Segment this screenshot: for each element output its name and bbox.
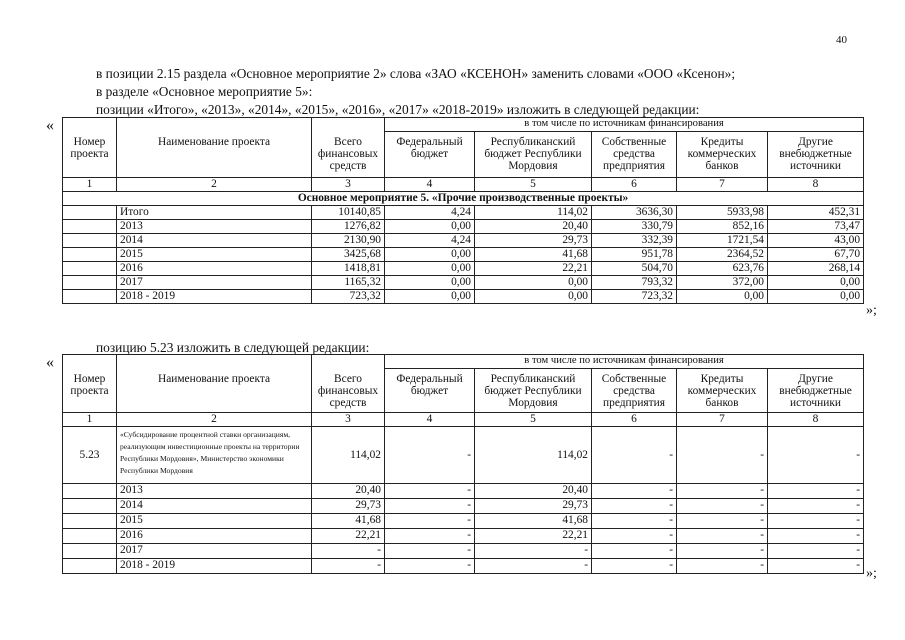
cell-federal: 4,24 [385,234,475,248]
cell-republic: 114,02 [475,427,592,484]
cell-federal: 0,00 [385,290,475,304]
cell-republic: - [475,559,592,574]
row-label: 2016 [117,529,312,544]
cell-credit: - [677,499,768,514]
table-row [63,234,864,248]
cell-other: - [768,559,864,574]
cell-own: - [592,529,677,544]
table-row [63,529,864,544]
cell-other: 452,31 [768,206,864,220]
paragraph-position-5-23: позицию 5.23 изложить в следующей редакции: [96,340,370,355]
cell-credit: 2364,52 [677,248,768,262]
page-number: 40 [836,34,847,46]
table-row [63,499,864,514]
cell-republic: 114,02 [475,206,592,220]
header-number: Номер проекта [63,118,117,178]
cell-republic: 29,73 [475,499,592,514]
cell-other: - [768,544,864,559]
cell-federal: - [385,484,475,499]
col-num: 5 [475,413,592,427]
cell-own: - [592,427,677,484]
header-financing-sources: в том числе по источникам финансирования [385,355,864,369]
project-name: «Субсидирование процентной ставки организациям, реализующим инвестиционные проекты на территории Республики Мордовия», Министерство экономики Республики Мордовия [117,427,312,484]
cell-credit: - [677,514,768,529]
column-number-row [63,178,864,192]
cell-federal: 0,00 [385,276,475,290]
row-label: 2017 [117,276,312,290]
cell-total: 723,32 [312,290,385,304]
table-row [63,262,864,276]
paragraph-section-5: в разделе «Основное мероприятие 5»: [96,84,313,99]
col-num: 3 [312,413,385,427]
section-title: Основное мероприятие 5. «Прочие производственные проекты» [63,192,864,206]
cell-own: - [592,544,677,559]
cell-own: 504,70 [592,262,677,276]
col-num: 3 [312,178,385,192]
cell-federal: - [385,559,475,574]
cell-other: 43,00 [768,234,864,248]
cell-other: - [768,427,864,484]
cell-federal: - [385,544,475,559]
financing-table-position-5-23 [62,354,864,574]
col-num: 2 [117,178,312,192]
header-project-name: Наименование проекта [117,355,312,413]
cell-other: - [768,484,864,499]
cell-republic: - [475,544,592,559]
cell-federal: - [385,529,475,544]
row-label: 2017 [117,544,312,559]
closing-quote-1: »; [866,303,877,318]
cell-total: 41,68 [312,514,385,529]
cell-total: 20,40 [312,484,385,499]
header-bank-credits: Кредиты коммерческих банков [677,369,768,413]
cell-federal: 0,00 [385,248,475,262]
cell-own: 332,39 [592,234,677,248]
row-label: Итого [117,206,312,220]
cell-other: 0,00 [768,290,864,304]
cell-total: 114,02 [312,427,385,484]
cell-own: - [592,559,677,574]
column-number-row [63,413,864,427]
col-num: 1 [63,178,117,192]
cell-total: - [312,544,385,559]
row-label: 2013 [117,220,312,234]
cell-other: 73,47 [768,220,864,234]
cell-credit: - [677,529,768,544]
cell-republic: 41,68 [475,248,592,262]
cell-republic: 0,00 [475,290,592,304]
col-num: 4 [385,413,475,427]
row-label: 2016 [117,262,312,276]
header-own-funds: Собственные средства предприятия [592,132,677,178]
cell-other: - [768,499,864,514]
opening-quote-1: « [46,117,54,134]
table-row [63,514,864,529]
cell-federal: 4,24 [385,206,475,220]
col-num: 8 [768,178,864,192]
col-num: 1 [63,413,117,427]
col-num: 7 [677,178,768,192]
cell-total: 2130,90 [312,234,385,248]
cell-own: 951,78 [592,248,677,262]
cell-total: 1418,81 [312,262,385,276]
table-row [63,544,864,559]
cell-republic: 0,00 [475,276,592,290]
table-row [63,559,864,574]
cell-other: 67,70 [768,248,864,262]
paragraph-position-2-15: в позиции 2.15 раздела «Основное мероприятие 2» слова «ЗАО «КСЕНОН» заменить словами «ООО «Ксенон»; [96,66,736,81]
row-label: 2015 [117,514,312,529]
closing-quote-2: »; [866,566,877,581]
cell-total: 1165,32 [312,276,385,290]
row-label: 2018 - 2019 [117,559,312,574]
cell-federal: - [385,427,475,484]
col-num: 4 [385,178,475,192]
row-label: 2013 [117,484,312,499]
cell-republic: 41,68 [475,514,592,529]
paragraph-positions-itogo: позиции «Итого», «2013», «2014», «2015», «2016», «2017» «2018-2019» изложить в следующей редакции: [96,102,700,117]
cell-federal: - [385,514,475,529]
table-row [63,220,864,234]
header-republic: Республиканский бюджет Республики Мордовия [475,369,592,413]
cell-own: 793,32 [592,276,677,290]
cell-republic: 22,21 [475,262,592,276]
cell-federal: 0,00 [385,262,475,276]
header-other-sources: Другие внебюджетные источники [768,132,864,178]
cell-own: 723,32 [592,290,677,304]
cell-credit: 852,16 [677,220,768,234]
header-project-name: Наименование проекта [117,118,312,178]
col-num: 8 [768,413,864,427]
cell-federal: 0,00 [385,220,475,234]
cell-republic: 20,40 [475,220,592,234]
header-federal: Федеральный бюджет [385,132,475,178]
row-label: 2018 - 2019 [117,290,312,304]
cell-total: 22,21 [312,529,385,544]
header-republic: Республиканский бюджет Республики Мордовия [475,132,592,178]
financing-table-section-5 [62,117,864,304]
row-label: 2014 [117,499,312,514]
cell-other: - [768,529,864,544]
header-bank-credits: Кредиты коммерческих банков [677,132,768,178]
col-num: 5 [475,178,592,192]
cell-credit: 0,00 [677,290,768,304]
cell-credit: - [677,484,768,499]
cell-republic: 29,73 [475,234,592,248]
project-number: 5.23 [63,427,117,484]
opening-quote-2: « [46,354,54,371]
cell-republic: 22,21 [475,529,592,544]
header-total: Всего финансовых средств [312,355,385,413]
col-num: 6 [592,413,677,427]
col-num: 7 [677,413,768,427]
cell-total: 29,73 [312,499,385,514]
cell-total: - [312,559,385,574]
cell-other: 268,14 [768,262,864,276]
cell-total: 1276,82 [312,220,385,234]
table-row [63,290,864,304]
cell-own: - [592,514,677,529]
row-label: 2014 [117,234,312,248]
cell-federal: - [385,499,475,514]
cell-own: - [592,484,677,499]
cell-total: 3425,68 [312,248,385,262]
header-number: Номер проекта [63,355,117,413]
col-num: 2 [117,413,312,427]
cell-credit: 1721,54 [677,234,768,248]
cell-own: 330,79 [592,220,677,234]
cell-credit: - [677,427,768,484]
header-own-funds: Собственные средства предприятия [592,369,677,413]
header-financing-sources: в том числе по источникам финансирования [385,118,864,132]
cell-other: - [768,514,864,529]
table-row [63,276,864,290]
table-row [63,248,864,262]
cell-credit: 5933,98 [677,206,768,220]
cell-own: - [592,499,677,514]
cell-total: 10140,85 [312,206,385,220]
cell-credit: 623,76 [677,262,768,276]
header-federal: Федеральный бюджет [385,369,475,413]
project-row [63,427,864,484]
row-label: 2015 [117,248,312,262]
table-row [63,484,864,499]
header-total: Всего финансовых средств [312,118,385,178]
cell-other: 0,00 [768,276,864,290]
cell-credit: - [677,544,768,559]
cell-republic: 20,40 [475,484,592,499]
col-num: 6 [592,178,677,192]
header-other-sources: Другие внебюджетные источники [768,369,864,413]
cell-credit: 372,00 [677,276,768,290]
cell-credit: - [677,559,768,574]
cell-own: 3636,30 [592,206,677,220]
table-row [63,206,864,220]
